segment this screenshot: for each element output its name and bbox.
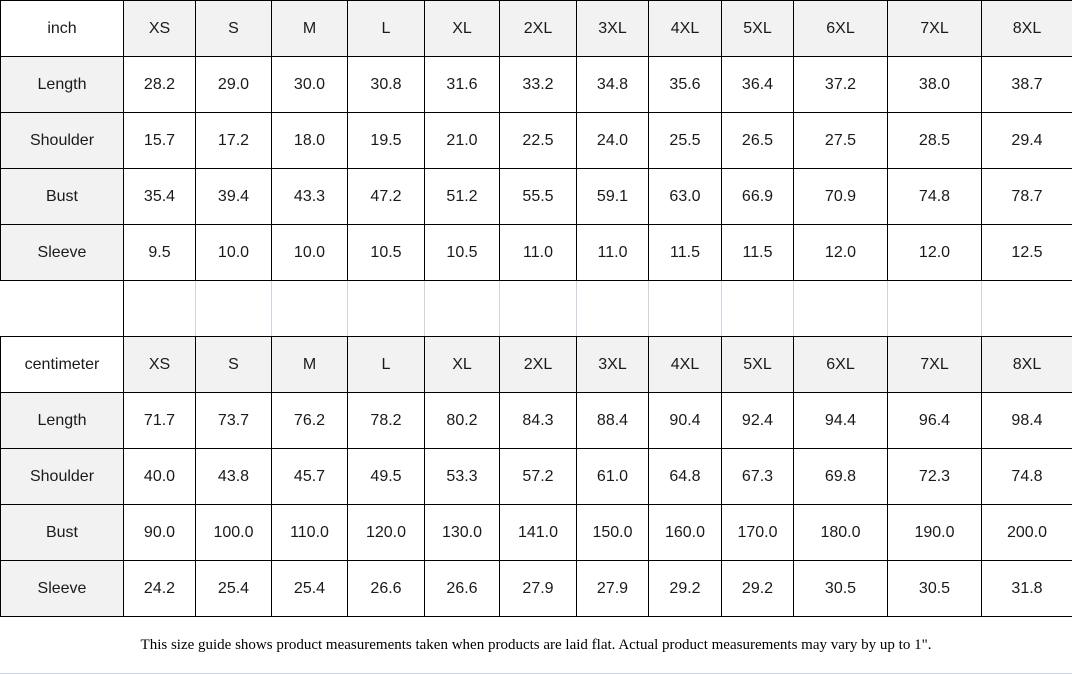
size-header-cell: 2XL [500, 1, 577, 57]
measurement-cell: 160.0 [649, 505, 722, 561]
size-header-cell: 2XL [500, 337, 577, 393]
measurement-cell: 45.7 [272, 449, 348, 505]
measurement-row-bust [1, 505, 1072, 561]
measurement-cell: 26.6 [348, 561, 425, 617]
measurement-cell: 10.0 [196, 225, 272, 281]
measurement-row-sleeve [1, 561, 1072, 617]
size-guide-disclaimer: This size guide shows product measurements taken when products are laid flat. Actual product measurements may vary by up to 1". [0, 617, 1072, 674]
measurement-cell: 26.5 [722, 113, 794, 169]
measurement-cell: 78.7 [982, 169, 1072, 225]
measurement-cell: 30.5 [794, 561, 888, 617]
spacer-cell [982, 281, 1072, 337]
spacer-cell [888, 281, 982, 337]
measurement-cell: 19.5 [348, 113, 425, 169]
size-header-cell: 8XL [982, 337, 1072, 393]
measurement-cell: 25.4 [272, 561, 348, 617]
measurement-cell: 29.2 [722, 561, 794, 617]
spacer-cell [794, 281, 888, 337]
measurement-cell: 88.4 [577, 393, 649, 449]
measurement-cell: 40.0 [124, 449, 196, 505]
size-header-cell: 6XL [794, 1, 888, 57]
size-header-row-inch [1, 1, 1072, 57]
size-header-cell: 7XL [888, 1, 982, 57]
row-label-cell: Shoulder [1, 113, 124, 169]
measurement-cell: 76.2 [272, 393, 348, 449]
measurement-cell: 26.6 [425, 561, 500, 617]
measurement-cell: 12.5 [982, 225, 1072, 281]
measurement-cell: 12.0 [794, 225, 888, 281]
spacer-cell [577, 281, 649, 337]
measurement-cell: 28.2 [124, 57, 196, 113]
measurement-cell: 10.5 [348, 225, 425, 281]
measurement-cell: 11.0 [577, 225, 649, 281]
measurement-cell: 92.4 [722, 393, 794, 449]
measurement-cell: 63.0 [649, 169, 722, 225]
size-header-cell: S [196, 337, 272, 393]
measurement-row-shoulder [1, 113, 1072, 169]
measurement-cell: 34.8 [577, 57, 649, 113]
unit-label-cell: inch [1, 1, 124, 57]
measurement-row-sleeve [1, 225, 1072, 281]
measurement-cell: 38.7 [982, 57, 1072, 113]
measurement-cell: 25.5 [649, 113, 722, 169]
measurement-cell: 180.0 [794, 505, 888, 561]
measurement-row-length [1, 57, 1072, 113]
measurement-cell: 90.4 [649, 393, 722, 449]
measurement-cell: 17.2 [196, 113, 272, 169]
measurement-cell: 170.0 [722, 505, 794, 561]
size-header-cell: S [196, 1, 272, 57]
measurement-cell: 33.2 [500, 57, 577, 113]
measurement-cell: 74.8 [982, 449, 1072, 505]
measurement-cell: 53.3 [425, 449, 500, 505]
spacer-cell [649, 281, 722, 337]
measurement-cell: 61.0 [577, 449, 649, 505]
measurement-cell: 28.5 [888, 113, 982, 169]
measurement-cell: 130.0 [425, 505, 500, 561]
measurement-cell: 64.8 [649, 449, 722, 505]
measurement-cell: 35.4 [124, 169, 196, 225]
measurement-cell: 11.5 [649, 225, 722, 281]
measurement-cell: 38.0 [888, 57, 982, 113]
spacer-cell [124, 281, 196, 337]
measurement-cell: 10.5 [425, 225, 500, 281]
size-header-row-centimeter [1, 337, 1072, 393]
measurement-cell: 12.0 [888, 225, 982, 281]
size-header-cell: 3XL [577, 1, 649, 57]
size-header-cell: 5XL [722, 1, 794, 57]
spacer-row [1, 281, 1072, 337]
measurement-cell: 94.4 [794, 393, 888, 449]
size-header-cell: 3XL [577, 337, 649, 393]
measurement-cell: 66.9 [722, 169, 794, 225]
measurement-cell: 90.0 [124, 505, 196, 561]
spacer-cell [348, 281, 425, 337]
row-label-cell: Length [1, 393, 124, 449]
measurement-cell: 69.8 [794, 449, 888, 505]
measurement-cell: 39.4 [196, 169, 272, 225]
measurement-row-shoulder [1, 449, 1072, 505]
row-label-cell: Bust [1, 505, 124, 561]
measurement-cell: 30.5 [888, 561, 982, 617]
measurement-cell: 74.8 [888, 169, 982, 225]
measurement-cell: 11.5 [722, 225, 794, 281]
measurement-cell: 100.0 [196, 505, 272, 561]
spacer-cell [272, 281, 348, 337]
measurement-cell: 10.0 [272, 225, 348, 281]
measurement-row-bust [1, 169, 1072, 225]
row-label-cell: Bust [1, 169, 124, 225]
size-header-cell: XL [425, 337, 500, 393]
measurement-cell: 96.4 [888, 393, 982, 449]
measurement-cell: 200.0 [982, 505, 1072, 561]
measurement-cell: 78.2 [348, 393, 425, 449]
spacer-cell [1, 281, 124, 337]
measurement-cell: 80.2 [425, 393, 500, 449]
measurement-cell: 57.2 [500, 449, 577, 505]
measurement-cell: 21.0 [425, 113, 500, 169]
measurement-cell: 141.0 [500, 505, 577, 561]
measurement-cell: 24.0 [577, 113, 649, 169]
size-header-cell: 7XL [888, 337, 982, 393]
unit-label-cell: centimeter [1, 337, 124, 393]
measurement-cell: 59.1 [577, 169, 649, 225]
size-header-cell: 4XL [649, 337, 722, 393]
measurement-cell: 120.0 [348, 505, 425, 561]
measurement-cell: 22.5 [500, 113, 577, 169]
measurement-cell: 49.5 [348, 449, 425, 505]
size-header-cell: 5XL [722, 337, 794, 393]
measurement-cell: 73.7 [196, 393, 272, 449]
measurement-cell: 67.3 [722, 449, 794, 505]
size-header-cell: M [272, 1, 348, 57]
size-header-cell: XS [124, 337, 196, 393]
measurement-cell: 31.6 [425, 57, 500, 113]
measurement-cell: 11.0 [500, 225, 577, 281]
row-label-cell: Sleeve [1, 225, 124, 281]
measurement-cell: 29.2 [649, 561, 722, 617]
measurement-cell: 35.6 [649, 57, 722, 113]
measurement-row-length [1, 393, 1072, 449]
row-label-cell: Shoulder [1, 449, 124, 505]
measurement-cell: 51.2 [425, 169, 500, 225]
measurement-cell: 84.3 [500, 393, 577, 449]
spacer-cell [500, 281, 577, 337]
measurement-cell: 9.5 [124, 225, 196, 281]
measurement-cell: 30.0 [272, 57, 348, 113]
measurement-cell: 70.9 [794, 169, 888, 225]
size-header-cell: XS [124, 1, 196, 57]
measurement-cell: 37.2 [794, 57, 888, 113]
measurement-cell: 150.0 [577, 505, 649, 561]
row-label-cell: Sleeve [1, 561, 124, 617]
measurement-cell: 25.4 [196, 561, 272, 617]
measurement-cell: 15.7 [124, 113, 196, 169]
measurement-cell: 18.0 [272, 113, 348, 169]
size-header-cell: XL [425, 1, 500, 57]
measurement-cell: 30.8 [348, 57, 425, 113]
size-header-cell: L [348, 1, 425, 57]
measurement-cell: 71.7 [124, 393, 196, 449]
spacer-cell [722, 281, 794, 337]
size-header-cell: 8XL [982, 1, 1072, 57]
measurement-cell: 55.5 [500, 169, 577, 225]
row-label-cell: Length [1, 57, 124, 113]
measurement-cell: 190.0 [888, 505, 982, 561]
measurement-cell: 27.5 [794, 113, 888, 169]
size-header-cell: M [272, 337, 348, 393]
size-header-cell: 6XL [794, 337, 888, 393]
measurement-cell: 29.4 [982, 113, 1072, 169]
measurement-cell: 27.9 [500, 561, 577, 617]
measurement-cell: 43.8 [196, 449, 272, 505]
measurement-cell: 29.0 [196, 57, 272, 113]
measurement-cell: 47.2 [348, 169, 425, 225]
measurement-cell: 98.4 [982, 393, 1072, 449]
measurement-cell: 27.9 [577, 561, 649, 617]
measurement-cell: 31.8 [982, 561, 1072, 617]
measurement-cell: 24.2 [124, 561, 196, 617]
size-header-cell: 4XL [649, 1, 722, 57]
size-header-cell: L [348, 337, 425, 393]
measurement-cell: 110.0 [272, 505, 348, 561]
measurement-cell: 36.4 [722, 57, 794, 113]
spacer-cell [196, 281, 272, 337]
measurement-cell: 43.3 [272, 169, 348, 225]
spacer-cell [425, 281, 500, 337]
measurement-cell: 72.3 [888, 449, 982, 505]
